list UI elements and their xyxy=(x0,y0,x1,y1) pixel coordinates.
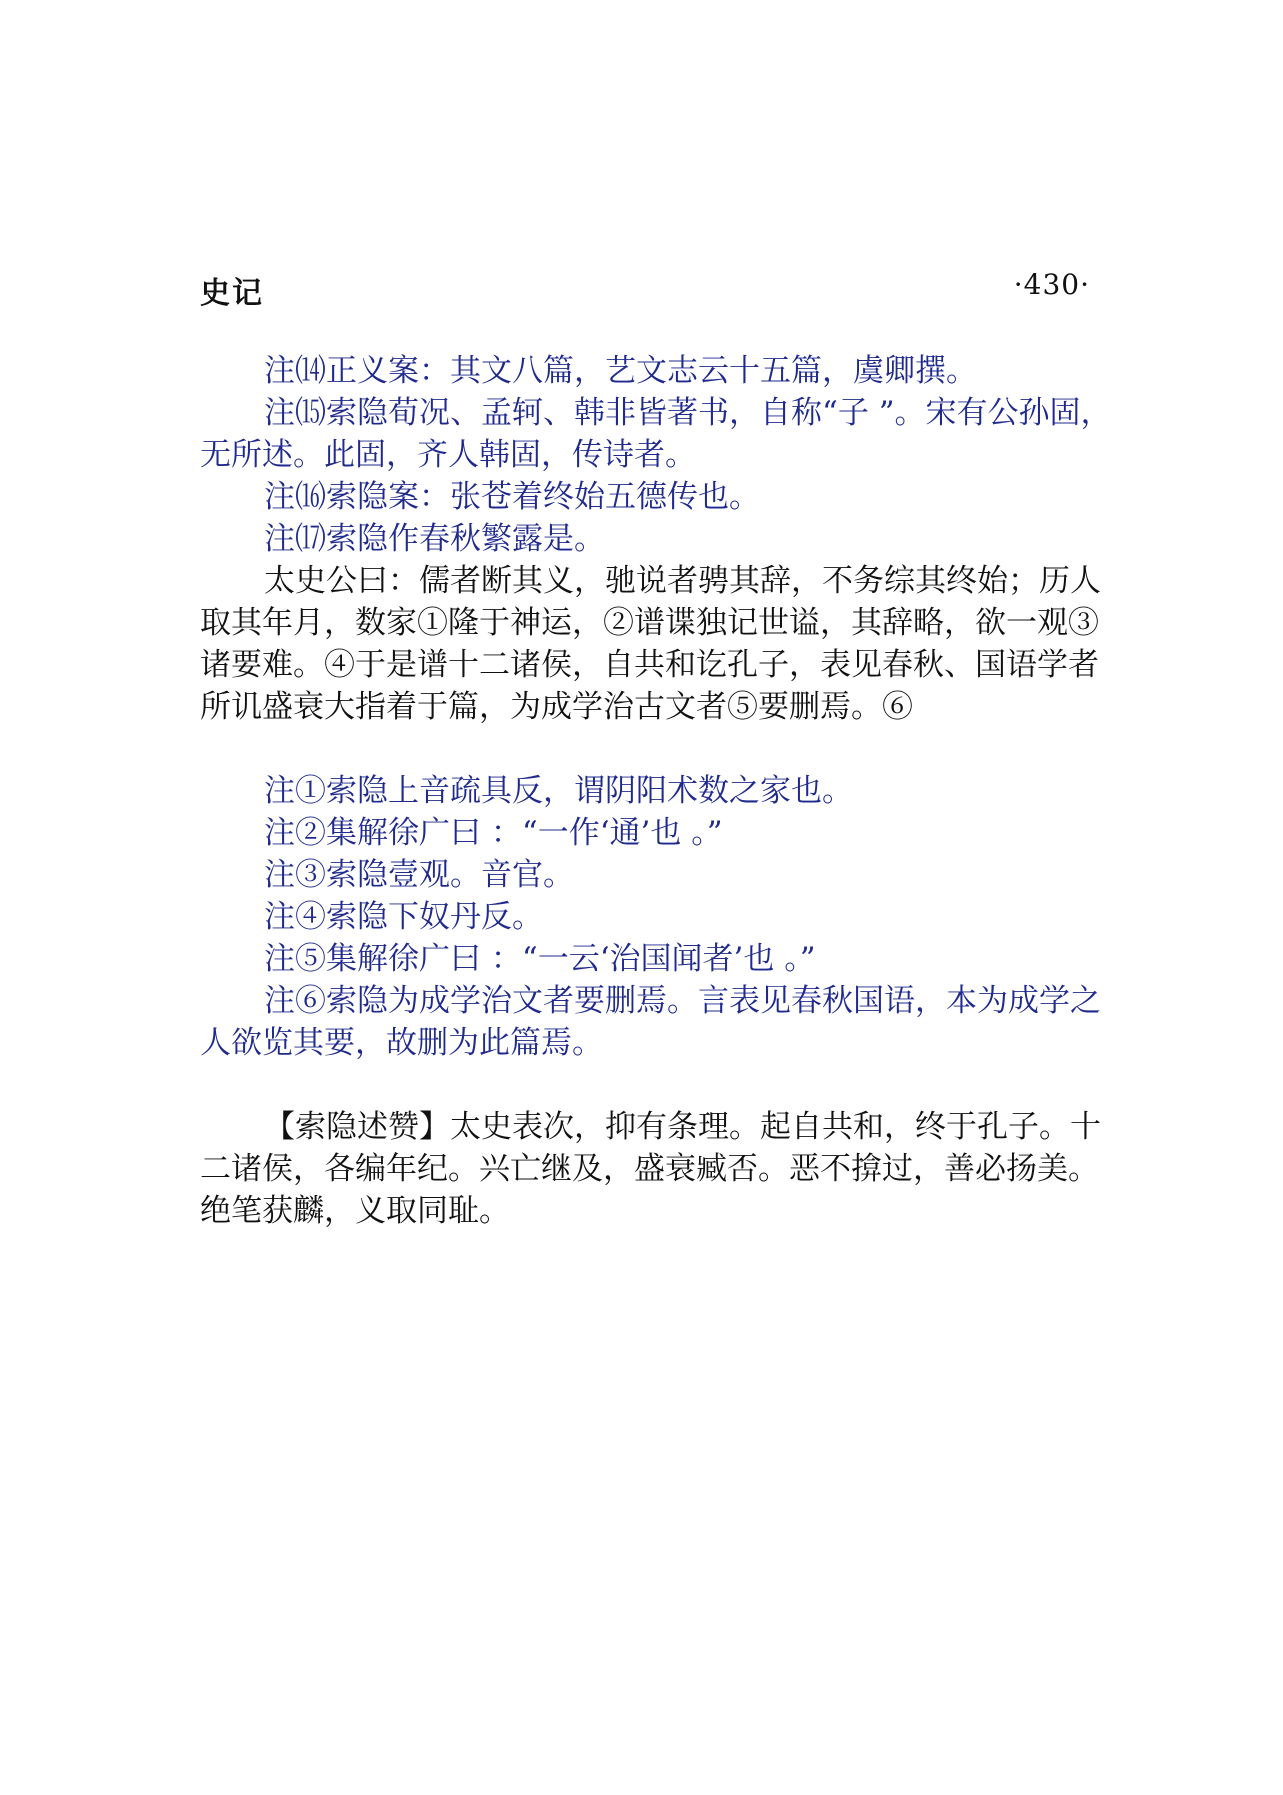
note-2: 注②集解徐广曰 ：“一作‘通’也 。” xyxy=(264,815,723,851)
note-3: 注③索隐壹观。音官。 xyxy=(264,857,574,893)
body-text xyxy=(200,350,1120,1232)
note-1: 注①索隐上音疏具反，谓阴阳术数之家也。 xyxy=(264,773,853,809)
spacer xyxy=(200,1064,1120,1106)
spacer xyxy=(200,728,1120,770)
zan-paragraph: 【索隐述赞】太史表次，抑有条理。起自共和，终于孔子。十二诸侯，各编年纪。兴亡继及，盛衰臧否。恶不揜过，善必扬美。绝笔获麟，义取同耻。 xyxy=(200,1109,1101,1229)
main-paragraph: 太史公曰：儒者断其义，驰说者骋其辞，不务综其终始；历人取其年月，数家①隆于神运，②谱谍独记世谥，其辞略，欲一观③诸要难。④于是谱十二诸侯，自共和讫孔子，表见春秋、国语学者所讥盛衰大指着于篇，为成学治古文者⑤要删焉。⑥ xyxy=(200,563,1101,725)
note-5: 注⑤集解徐广曰 ：“一云‘治国闻者’也 。” xyxy=(264,941,816,977)
book-title: 史记 xyxy=(200,276,264,311)
page-header xyxy=(200,268,1090,311)
note-4: 注④索隐下奴丹反。 xyxy=(264,899,543,935)
note-16: 注⒃索隐案：张苍着终始五德传也。 xyxy=(264,479,760,515)
note-14: 注⒁正义案：其文八篇，艺文志云十五篇，虞卿撰。 xyxy=(264,353,977,389)
note-6: 注⑥索隐为成学治文者要删焉。言表见春秋国语，本为成学之人欲览其要，故删为此篇焉。 xyxy=(200,983,1101,1061)
note-15: 注⒂索隐荀况、孟轲、韩非皆著书，自称“子 ”。宋有公孙固，无所述。此固，齐人韩固，传诗者。 xyxy=(200,395,1112,473)
note-17: 注⒄索隐作春秋繁露是。 xyxy=(264,521,605,557)
page-number: ·430· xyxy=(1013,268,1090,301)
